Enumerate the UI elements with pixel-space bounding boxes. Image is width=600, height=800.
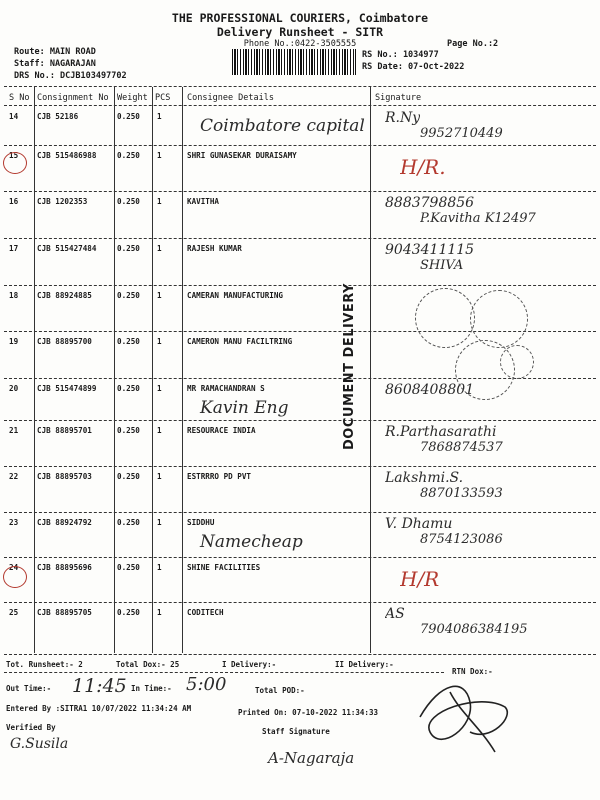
signature-phone: 8754123086 bbox=[420, 532, 503, 547]
row-pcs: 1 bbox=[157, 291, 162, 300]
row-consignee: SHINE FACILITIES bbox=[187, 563, 261, 572]
row-sno: 23 bbox=[9, 518, 19, 527]
in-time-label: In Time:- bbox=[131, 684, 172, 693]
verified-by-label: Verified By bbox=[6, 723, 56, 732]
row-sno: 18 bbox=[9, 291, 19, 300]
handwritten-consignee: Kavin Eng bbox=[200, 398, 289, 418]
row-consignment-no: CJB 88895696 bbox=[37, 563, 92, 572]
divider bbox=[4, 105, 596, 106]
out-time-label: Out Time:- bbox=[6, 684, 52, 693]
signature-entry: H/R bbox=[400, 567, 440, 591]
row-consignee: RESOURACE INDIA bbox=[187, 426, 256, 435]
total-dox: Total Dox:- 25 bbox=[116, 660, 180, 669]
column-rule bbox=[182, 87, 183, 653]
row-pcs: 1 bbox=[157, 384, 162, 393]
col-sno: S No bbox=[9, 93, 30, 103]
col-consignee: Consignee Details bbox=[187, 93, 274, 103]
printed-on: Printed On: 07-10-2022 11:34:33 bbox=[238, 708, 378, 717]
row-weight: 0.250 bbox=[117, 384, 140, 393]
row-consignment-no: CJB 88924792 bbox=[37, 518, 92, 527]
row-pcs: 1 bbox=[157, 426, 162, 435]
company-seal bbox=[470, 290, 528, 348]
signature-phone: 7868874537 bbox=[420, 440, 503, 455]
row-consignment-no: CJB 1202353 bbox=[37, 197, 88, 206]
row-consignee: ESTRRRO PD PVT bbox=[187, 472, 252, 481]
row-sno: 22 bbox=[9, 472, 19, 481]
company-title: THE PROFESSIONAL COURIERS, Coimbatore bbox=[171, 11, 429, 25]
i-delivery: I Delivery:- bbox=[222, 660, 277, 669]
runsheet-subtitle: Delivery Runsheet - SITR bbox=[216, 25, 384, 39]
row-pcs: 1 bbox=[157, 608, 162, 617]
row-consignee: MR RAMACHANDRAN S bbox=[187, 384, 265, 393]
row-consignment-no: CJB 88895703 bbox=[37, 472, 92, 481]
row-consignment-no: CJB 88924885 bbox=[37, 291, 92, 300]
row-consignee: RAJESH KUMAR bbox=[187, 244, 242, 253]
row-weight: 0.250 bbox=[117, 608, 140, 617]
row-sno: 16 bbox=[9, 197, 19, 206]
company-seal bbox=[415, 288, 475, 348]
divider bbox=[4, 672, 444, 673]
row-consignee: SIDDHU bbox=[187, 518, 215, 527]
row-divider bbox=[4, 191, 596, 192]
staff-signature: A-Nagaraja bbox=[268, 749, 355, 767]
staff-signature-label: Staff Signature bbox=[262, 727, 330, 736]
row-pcs: 1 bbox=[157, 563, 162, 572]
row-pcs: 1 bbox=[157, 151, 162, 160]
row-sno: 24 bbox=[9, 563, 19, 572]
drs-number: DRS No.: DCJB103497702 bbox=[14, 71, 127, 81]
signature-phone: 7904086384195 bbox=[420, 622, 528, 637]
row-consignee: SHRI GUNASEKAR DURAISAMY bbox=[187, 151, 297, 160]
signature-entry: 9043411115 bbox=[385, 242, 475, 258]
row-divider bbox=[4, 466, 596, 467]
column-rule bbox=[114, 87, 115, 653]
row-divider bbox=[4, 238, 596, 239]
phone-number: Phone No.:0422-3505555 bbox=[243, 39, 357, 49]
entered-by: Entered By :SITRA1 10/07/2022 11:34:24 AM bbox=[6, 704, 192, 713]
handwritten-consignee: Namecheap bbox=[200, 532, 303, 552]
row-divider bbox=[4, 557, 596, 558]
row-weight: 0.250 bbox=[117, 472, 140, 481]
row-consignee: KAVITHA bbox=[187, 197, 220, 206]
row-consignment-no: CJB 52186 bbox=[37, 112, 79, 121]
row-consignee: CODITECH bbox=[187, 608, 224, 617]
company-seal bbox=[500, 345, 534, 379]
row-weight: 0.250 bbox=[117, 337, 140, 346]
route-label: Route: MAIN ROAD bbox=[14, 47, 96, 57]
row-weight: 0.250 bbox=[117, 197, 140, 206]
signature-entry: R.Ny bbox=[385, 110, 421, 126]
ii-delivery: II Delivery:- bbox=[335, 660, 394, 669]
mark-circle bbox=[3, 566, 27, 588]
signature-phone: 8870133593 bbox=[420, 486, 503, 501]
column-rule bbox=[370, 87, 371, 653]
row-sno: 21 bbox=[9, 426, 19, 435]
row-pcs: 1 bbox=[157, 518, 162, 527]
row-divider bbox=[4, 420, 596, 421]
signature-entry: 8608408801 bbox=[385, 382, 475, 398]
column-rule bbox=[152, 87, 153, 653]
handwritten-consignee: Coimbatore capital bbox=[200, 116, 365, 136]
out-time-value: 11:45 bbox=[72, 675, 127, 697]
row-sno: 17 bbox=[9, 244, 19, 253]
row-consignment-no: CJB 515427484 bbox=[37, 244, 97, 253]
row-weight: 0.250 bbox=[117, 244, 140, 253]
row-pcs: 1 bbox=[157, 197, 162, 206]
row-weight: 0.250 bbox=[117, 112, 140, 121]
row-weight: 0.250 bbox=[117, 291, 140, 300]
row-pcs: 1 bbox=[157, 472, 162, 481]
document-delivery-stamp: DOCUMENT DELIVERY bbox=[342, 283, 357, 450]
scrawl-signature bbox=[410, 672, 520, 762]
rtn-dox: RTN Dox:- bbox=[452, 667, 493, 676]
row-sno: 25 bbox=[9, 608, 19, 617]
row-consignment-no: CJB 515486988 bbox=[37, 151, 97, 160]
column-rule bbox=[34, 87, 35, 653]
rs-number: RS No.: 1034977 bbox=[362, 50, 439, 60]
row-consignee: CAMERON MANU FACILTRING bbox=[187, 337, 293, 346]
signature-entry: Lakshmi.S. bbox=[385, 470, 464, 486]
signature-entry: AS bbox=[385, 606, 405, 622]
row-sno: 19 bbox=[9, 337, 19, 346]
col-consignment: Consignment No bbox=[37, 93, 109, 103]
staff-label: Staff: NAGARAJAN bbox=[14, 59, 96, 69]
col-signature: Signature bbox=[375, 93, 422, 103]
row-consignee: CAMERAN MANUFACTURING bbox=[187, 291, 284, 300]
row-weight: 0.250 bbox=[117, 518, 140, 527]
in-time-value: 5:00 bbox=[186, 674, 227, 695]
row-divider bbox=[4, 602, 596, 603]
row-pcs: 1 bbox=[157, 112, 162, 121]
col-weight: Weight bbox=[117, 93, 148, 103]
row-consignment-no: CJB 88895705 bbox=[37, 608, 92, 617]
signature-entry: R.Parthasarathi bbox=[385, 424, 497, 440]
rs-date: RS Date: 07-Oct-2022 bbox=[362, 62, 465, 72]
divider bbox=[4, 86, 596, 87]
row-weight: 0.250 bbox=[117, 151, 140, 160]
row-sno: 14 bbox=[9, 112, 19, 121]
row-pcs: 1 bbox=[157, 337, 162, 346]
row-sno: 20 bbox=[9, 384, 19, 393]
col-pcs: PCS bbox=[155, 93, 171, 103]
tot-runsheet: Tot. Runsheet:- 2 bbox=[6, 660, 83, 669]
row-pcs: 1 bbox=[157, 244, 162, 253]
row-consignment-no: CJB 88895700 bbox=[37, 337, 92, 346]
row-weight: 0.250 bbox=[117, 426, 140, 435]
signature-phone: 9952710449 bbox=[420, 126, 503, 141]
total-pod: Total POD:- bbox=[255, 686, 305, 695]
row-divider bbox=[4, 512, 596, 513]
row-consignment-no: CJB 88895701 bbox=[37, 426, 92, 435]
mark-circle bbox=[3, 152, 27, 174]
row-weight: 0.250 bbox=[117, 563, 140, 572]
signature-phone: P.Kavitha K12497 bbox=[420, 211, 536, 226]
page-number: Page No.:2 bbox=[447, 39, 499, 49]
signature-entry: H/R. bbox=[400, 155, 446, 179]
row-divider bbox=[4, 285, 596, 286]
row-consignment-no: CJB 515474899 bbox=[37, 384, 97, 393]
divider bbox=[4, 654, 596, 655]
row-divider bbox=[4, 145, 596, 146]
signature-entry: V. Dhamu bbox=[385, 516, 453, 532]
verified-signature: G.Susila bbox=[10, 736, 69, 752]
signature-phone: SHIVA bbox=[420, 258, 464, 273]
row-sno: 15 bbox=[9, 151, 19, 160]
signature-entry: 8883798856 bbox=[385, 195, 475, 211]
barcode bbox=[232, 49, 356, 75]
